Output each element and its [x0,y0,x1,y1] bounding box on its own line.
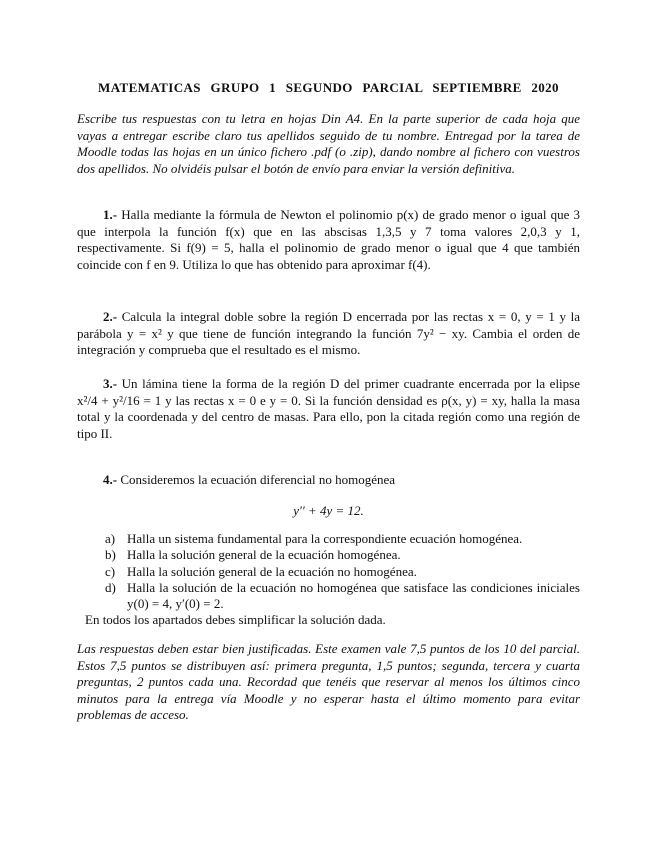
subitem-label: c) [105,563,116,579]
question-number: 3.- [103,376,118,391]
instructions-text: Escribe tus respuestas con tu letra en hojas Din A4. En la parte superior de cada hoja que vayas a entregar escribe claro tus apellidos seguido de tu nombre. Entregad por la tarea de Moodle todas las hojas en un único fichero .pdf (o .zip), dando nombre al fichero con vuestros dos apellidos. No olvidéis pulsar el botón de envío para enviar la versión definitiva. [77,111,580,176]
subitem [105,547,580,563]
remark: En todos los apartados debes simplificar la solución dada. [85,612,386,628]
subitem [105,564,580,580]
instructions [77,111,580,177]
subitem-text: Halla un sistema fundamental para la correspondiente ecuación homogénea. [127,531,523,546]
question-text: Halla mediante la fórmula de Newton el polinomio p(x) de grado menor o igual que 3 que interpola la función f(x) que en las abscisas 1,3,5 y 7 toma valores 2,0,3 y 1, respectivamente. Si f(9) = 5, halla el polinomio de grado menor o igual que 4 que también coincide con f en 9. Utiliza lo que has obtenido para aproximar f(4). [77,207,580,272]
question-text: Un lámina tiene la forma de la región D del primer cuadrante encerrada por la elipse x²/4 + y²/16 = 1 y las rectas x = 0 e y = 0. Si la función densidad es ρ(x, y) = xy, halla la masa total y la coordenada y del centro de masas. Para ello, pon la citada región como una región de tipo II. [77,376,580,441]
closing-text: Las respuestas deben estar bien justificadas. Este examen vale 7,5 puntos de los 10 del parcial. Estos 7,5 puntos se distribuyen así: primera pregunta, 1,5 puntos; segunda, tercera y cuarta preguntas, 2 puntos cada una. Recordad que tenéis que reservar al menos los últimos cinco minutos para la entrega vía Moodle y no esperar hasta el último momento para evitar problemas de acceso. [77,641,580,722]
question-text: Calcula la integral doble sobre la región D encerrada por las rectas x = 0, y = 1 y la parábola y = x² y que tiene de función integrando la función 7y² − xy. Cambia el orden de integración y comprueba que el resultado es el mismo. [77,309,580,357]
subitem-label: d) [105,579,116,595]
question-3 [77,376,580,442]
question-number: 4.- [103,472,118,487]
subitem-list [77,531,580,612]
subitem-label: b) [105,547,116,563]
subitem-text: Halla la solución general de la ecuación no homogénea. [127,563,417,579]
closing-notes [77,641,580,724]
question-number: 1.- [103,207,118,222]
question-4 [77,472,580,629]
question-number: 2.- [103,309,118,324]
subitem-text: Halla la solución de la ecuación no homogénea que satisface las condiciones iniciales y(0) = 4, y′(0) = 2. [127,579,580,612]
exam-title: MATEMATICAS GRUPO 1 SEGUNDO PARCIAL SEPTIEMBRE 2020 [98,80,559,95]
question-2 [77,309,580,359]
question-1 [77,207,580,273]
subitem [105,531,580,547]
subitem [105,580,580,613]
differential-equation: y′′ + 4y = 12. [293,502,364,518]
subitem-label: a) [105,531,116,546]
question-text: Consideremos la ecuación diferencial no homogénea [117,472,396,487]
subitem-text: Halla la solución general de la ecuación homogénea. [127,547,401,563]
